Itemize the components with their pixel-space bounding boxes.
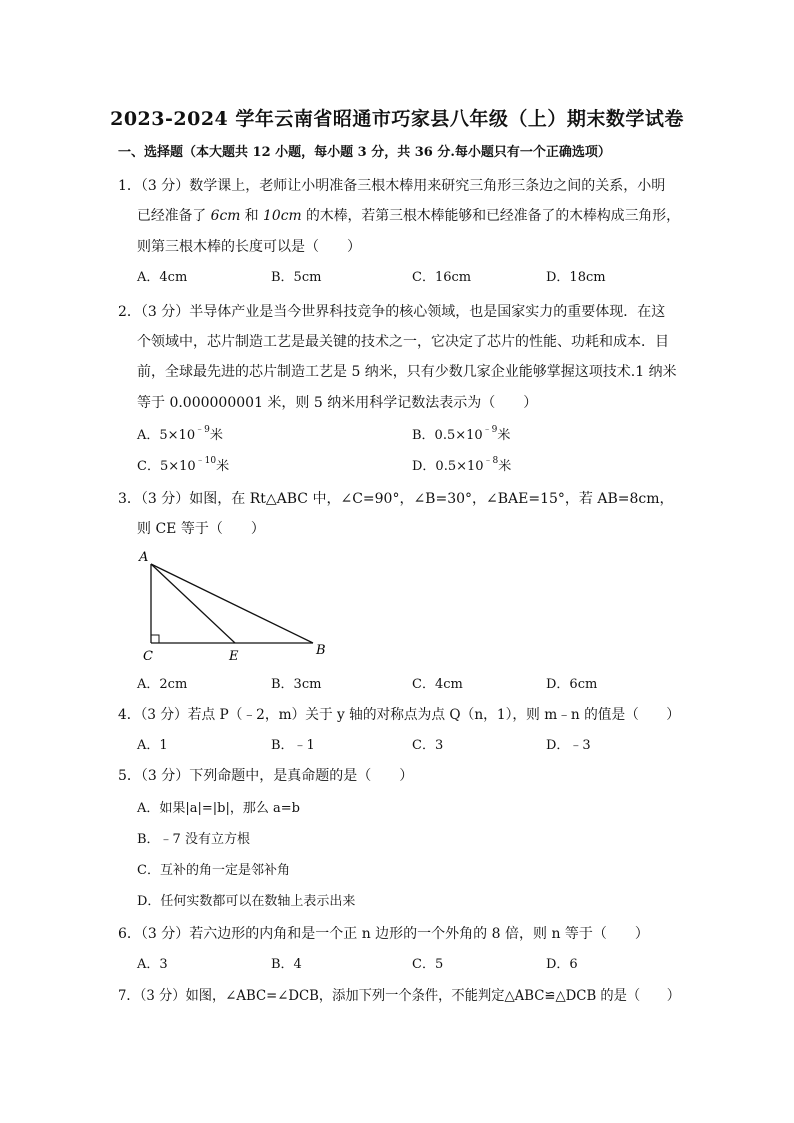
q2-optA-exp: ﹣9 [195,424,210,435]
q5-option-a[interactable]: A．如果|a|=|b|，那么 a=b [137,801,300,816]
q5-line1: 5．（3 分）下列命题中，是真命题的是（ ） [118,768,414,784]
q2-option-b[interactable] [412,424,511,445]
section-heading: 一、选择题（本大题共 12 小题，每小题 3 分，共 36 分.每小题只有一个正确选项） [118,145,611,160]
label-e: E [229,649,239,664]
q3-option-c[interactable]: C．4cm [412,677,463,692]
q4-option-a[interactable]: A．1 [137,738,168,753]
q4-option-c[interactable]: C．3 [412,738,444,753]
q4-option-b[interactable]: B．﹣1 [271,738,315,753]
q2-line3: 前，全球最先进的芯片制造工艺是 5 纳米，只有少数几家企业能够掌握这项技术.1 纳米 [137,364,677,380]
q2-option-a[interactable] [137,424,223,445]
q6-option-a[interactable]: A．3 [137,957,168,972]
label-a: A [139,550,149,565]
q4-option-d[interactable]: D．﹣3 [546,738,591,753]
right-angle-mark [151,635,159,643]
q6-option-c[interactable]: C．5 [412,957,444,972]
label-c: C [143,649,153,664]
q2-optD-exp: ﹣8 [483,455,499,466]
q1-option-d[interactable]: D．18cm [546,270,606,285]
q2-line4: 等于 0.000000001 米，则 5 纳米用科学记数法表示为（ ） [137,395,538,411]
q3-option-d[interactable]: D．6cm [546,677,598,692]
page-title: 2023-2024 学年云南省昭通市巧家县八年级（上）期末数学试卷 [110,108,684,130]
q6-line1: 6．（3 分）若六边形的内角和是一个正 n 边形的一个外角的 8 倍，则 n 等于（ ） [118,926,649,942]
segment-ae [151,564,235,643]
q2-optB-exp: ﹣9 [482,424,498,435]
q2-optD-unit: 米 [498,459,512,474]
q5-option-d[interactable]: D．任何实数都可以在数轴上表示出来 [137,894,356,909]
q2-optC-unit: 米 [216,459,230,474]
q1-line2b: 6 [210,208,220,224]
q2-option-d[interactable] [412,455,512,476]
q5-option-c[interactable]: C．互补的角一定是邻补角 [137,863,290,878]
label-b: B [316,643,326,658]
q2-optA-unit: 米 [209,428,223,443]
q1-line3: 则第三根木棒的长度可以是（ ） [137,239,361,255]
q1-line2 [137,206,680,226]
q1-line1: 1．（3 分）数学课上，老师让小明准备三根木棒用来研究三角形三条边之间的关系，小明 [118,178,666,194]
q2-optC-exp: ﹣10 [195,455,217,466]
triangle-figure [133,547,333,667]
q1-option-b[interactable]: B．5cm [271,270,322,285]
side-ab [151,564,313,643]
q1-line2f: cm [280,208,302,224]
q3-line1: 3．（3 分）如图，在 Rt△ABC 中，∠C=90°，∠B=30°，∠BAE=15°，若 AB=8cm， [118,491,674,507]
q6-option-b[interactable]: B．4 [271,957,302,972]
q2-optA-base: A．5×10 [137,428,196,443]
q2-line2: 个领域中，芯片制造工艺是最关键的技术之一，它决定了芯片的性能、功耗和成本．目 [137,334,669,350]
q6-option-d[interactable]: D．6 [546,957,578,972]
q2-optB-unit: 米 [497,428,511,443]
q1-line2a: 已经准备了 [137,208,211,224]
q3-option-a[interactable]: A．2cm [137,677,188,692]
q2-optC-base: C．5×10 [137,459,196,474]
q5-option-b[interactable]: B．﹣7 没有立方根 [137,832,250,847]
q2-optD-base: D．0.5×10 [412,459,484,474]
q3-option-b[interactable]: B．3cm [271,677,322,692]
q2-optB-base: B．0.5×10 [412,428,483,443]
q1-line2d: 和 [240,208,264,224]
q2-option-c[interactable] [137,455,230,476]
q4-line1: 4．（3 分）若点 P（﹣2，m）关于 y 轴的对称点为点 Q（n，1），则 m﹣n 的值是（ ） [118,707,680,723]
q3-line2: 则 CE 等于（ ） [137,521,265,537]
q1-line2g: 的木棒，若第三根木棒能够和已经准备了的木棒构成三角形， [301,208,680,224]
q1-line2e: 10 [263,208,281,224]
q1-option-c[interactable]: C．16cm [412,270,472,285]
q7-line1: 7．（3 分）如图，∠ABC=∠DCB，添加下列一个条件，不能判定△ABC≌△DCB 的是（ ） [118,988,680,1004]
q1-line2c: cm [219,208,241,224]
q2-line1: 2．（3 分）半导体产业是当今世界科技竞争的核心领域，也是国家实力的重要体现．在这 [118,304,666,320]
q1-option-a[interactable]: A．4cm [137,270,188,285]
